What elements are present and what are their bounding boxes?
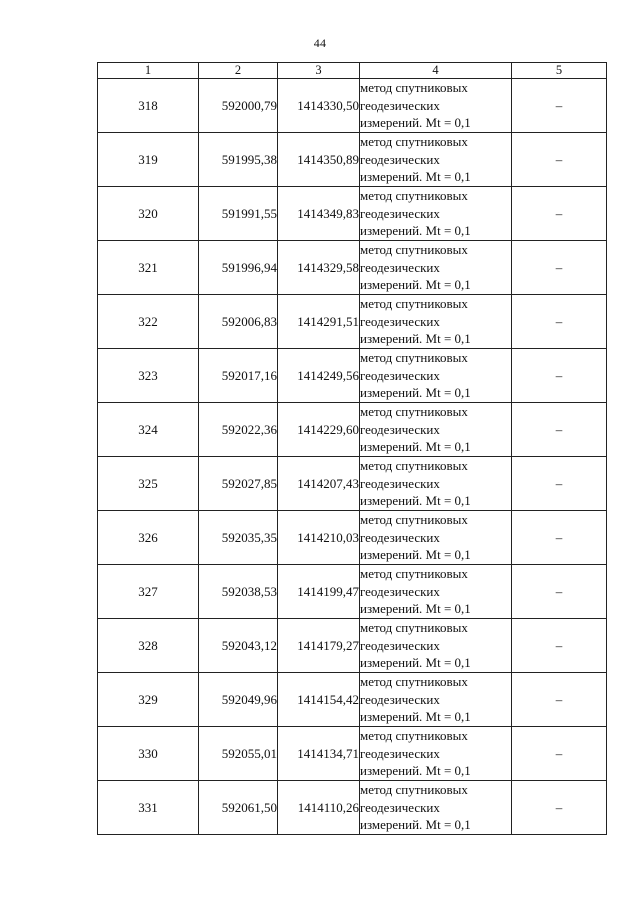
description-cell: – [512, 673, 607, 727]
method-line: метод спутниковых [360, 134, 468, 149]
y-coordinate-cell: 1414291,51 [278, 295, 360, 349]
point-number-cell: 329 [98, 673, 199, 727]
point-number-cell: 324 [98, 403, 199, 457]
y-coordinate-cell: 1414179,27 [278, 619, 360, 673]
method-line: метод спутниковых [360, 674, 468, 689]
description-cell: – [512, 403, 607, 457]
method-line: измерений. Mt = 0,1 [360, 601, 471, 616]
column-header: 3 [278, 63, 360, 79]
description-cell: – [512, 457, 607, 511]
point-number-cell: 321 [98, 241, 199, 295]
point-number-cell: 327 [98, 565, 199, 619]
method-line: метод спутниковых [360, 404, 468, 419]
y-coordinate-cell: 1414199,47 [278, 565, 360, 619]
method-line: метод спутниковых [360, 242, 468, 257]
table-row [98, 79, 607, 133]
table-row [98, 781, 607, 835]
method-line: геодезических [360, 529, 440, 545]
column-header: 4 [360, 63, 512, 79]
method-cell [360, 349, 512, 403]
method-line: измерений. Mt = 0,1 [360, 169, 471, 184]
table-header-row [98, 63, 607, 79]
table-body [98, 79, 607, 835]
column-header: 1 [98, 63, 199, 79]
method-line: метод спутниковых [360, 80, 468, 95]
page-number: 44 [313, 36, 327, 50]
x-coordinate-cell: 591996,94 [199, 241, 278, 295]
point-number-cell: 330 [98, 727, 199, 781]
method-line: метод спутниковых [360, 188, 468, 203]
x-coordinate-cell: 592043,12 [199, 619, 278, 673]
method-line: метод спутниковых [360, 620, 468, 635]
method-line: измерений. Mt = 0,1 [360, 817, 471, 832]
x-coordinate-cell: 592027,85 [199, 457, 278, 511]
point-number-cell: 320 [98, 187, 199, 241]
method-cell [360, 403, 512, 457]
y-coordinate-cell: 1414350,89 [278, 133, 360, 187]
method-cell [360, 133, 512, 187]
x-coordinate-cell: 591991,55 [199, 187, 278, 241]
description-cell: – [512, 133, 607, 187]
method-cell [360, 565, 512, 619]
point-number-cell: 323 [98, 349, 199, 403]
y-coordinate-cell: 1414329,58 [278, 241, 360, 295]
method-line: геодезических [360, 799, 440, 815]
description-cell: – [512, 781, 607, 835]
method-line: метод спутниковых [360, 728, 468, 743]
method-cell [360, 187, 512, 241]
table-row [98, 727, 607, 781]
description-cell: – [512, 511, 607, 565]
y-coordinate-cell: 1414154,42 [278, 673, 360, 727]
point-number-cell: 322 [98, 295, 199, 349]
table-row [98, 133, 607, 187]
method-line: измерений. Mt = 0,1 [360, 385, 471, 400]
x-coordinate-cell: 592055,01 [199, 727, 278, 781]
method-line: геодезических [360, 151, 440, 167]
method-line: измерений. Mt = 0,1 [360, 655, 471, 670]
method-line: измерений. Mt = 0,1 [360, 709, 471, 724]
method-line: метод спутниковых [360, 512, 468, 527]
x-coordinate-cell: 591995,38 [199, 133, 278, 187]
y-coordinate-cell: 1414229,60 [278, 403, 360, 457]
method-line: геодезических [360, 367, 440, 383]
method-line: метод спутниковых [360, 458, 468, 473]
x-coordinate-cell: 592061,50 [199, 781, 278, 835]
method-cell [360, 781, 512, 835]
method-line: геодезических [360, 205, 440, 221]
y-coordinate-cell: 1414134,71 [278, 727, 360, 781]
x-coordinate-cell: 592000,79 [199, 79, 278, 133]
method-line: геодезических [360, 475, 440, 491]
method-cell [360, 241, 512, 295]
method-line: метод спутниковых [360, 296, 468, 311]
method-cell [360, 295, 512, 349]
y-coordinate-cell: 1414110,26 [278, 781, 360, 835]
table-row [98, 673, 607, 727]
column-header: 5 [512, 63, 607, 79]
y-coordinate-cell: 1414210,03 [278, 511, 360, 565]
point-number-cell: 318 [98, 79, 199, 133]
method-line: геодезических [360, 583, 440, 599]
method-line: метод спутниковых [360, 782, 468, 797]
table-row [98, 241, 607, 295]
description-cell: – [512, 241, 607, 295]
x-coordinate-cell: 592038,53 [199, 565, 278, 619]
table-row [98, 565, 607, 619]
method-line: метод спутниковых [360, 566, 468, 581]
table-row [98, 619, 607, 673]
coordinates-table [97, 62, 607, 835]
y-coordinate-cell: 1414207,43 [278, 457, 360, 511]
x-coordinate-cell: 592006,83 [199, 295, 278, 349]
method-line: геодезических [360, 691, 440, 707]
description-cell: – [512, 727, 607, 781]
description-cell: – [512, 187, 607, 241]
method-line: измерений. Mt = 0,1 [360, 547, 471, 562]
method-line: геодезических [360, 259, 440, 275]
method-line: геодезических [360, 97, 440, 113]
description-cell: – [512, 619, 607, 673]
y-coordinate-cell: 1414249,56 [278, 349, 360, 403]
x-coordinate-cell: 592022,36 [199, 403, 278, 457]
point-number-cell: 325 [98, 457, 199, 511]
method-cell [360, 511, 512, 565]
method-line: измерений. Mt = 0,1 [360, 223, 471, 238]
method-line: геодезических [360, 745, 440, 761]
point-number-cell: 326 [98, 511, 199, 565]
y-coordinate-cell: 1414330,50 [278, 79, 360, 133]
method-line: геодезических [360, 313, 440, 329]
method-cell [360, 673, 512, 727]
description-cell: – [512, 565, 607, 619]
point-number-cell: 319 [98, 133, 199, 187]
method-cell [360, 727, 512, 781]
method-line: геодезических [360, 637, 440, 653]
table-row [98, 457, 607, 511]
method-line: измерений. Mt = 0,1 [360, 115, 471, 130]
method-cell [360, 457, 512, 511]
x-coordinate-cell: 592035,35 [199, 511, 278, 565]
method-line: измерений. Mt = 0,1 [360, 763, 471, 778]
column-header: 2 [199, 63, 278, 79]
point-number-cell: 331 [98, 781, 199, 835]
y-coordinate-cell: 1414349,83 [278, 187, 360, 241]
point-number-cell: 328 [98, 619, 199, 673]
method-cell [360, 79, 512, 133]
x-coordinate-cell: 592049,96 [199, 673, 278, 727]
table-row [98, 187, 607, 241]
description-cell: – [512, 79, 607, 133]
method-line: измерений. Mt = 0,1 [360, 439, 471, 454]
method-line: измерений. Mt = 0,1 [360, 277, 471, 292]
method-line: метод спутниковых [360, 350, 468, 365]
table-row [98, 511, 607, 565]
method-line: геодезических [360, 421, 440, 437]
method-line: измерений. Mt = 0,1 [360, 493, 471, 508]
x-coordinate-cell: 592017,16 [199, 349, 278, 403]
description-cell: – [512, 295, 607, 349]
description-cell: – [512, 349, 607, 403]
table-row [98, 349, 607, 403]
table-row [98, 295, 607, 349]
table-row [98, 403, 607, 457]
method-cell [360, 619, 512, 673]
method-line: измерений. Mt = 0,1 [360, 331, 471, 346]
